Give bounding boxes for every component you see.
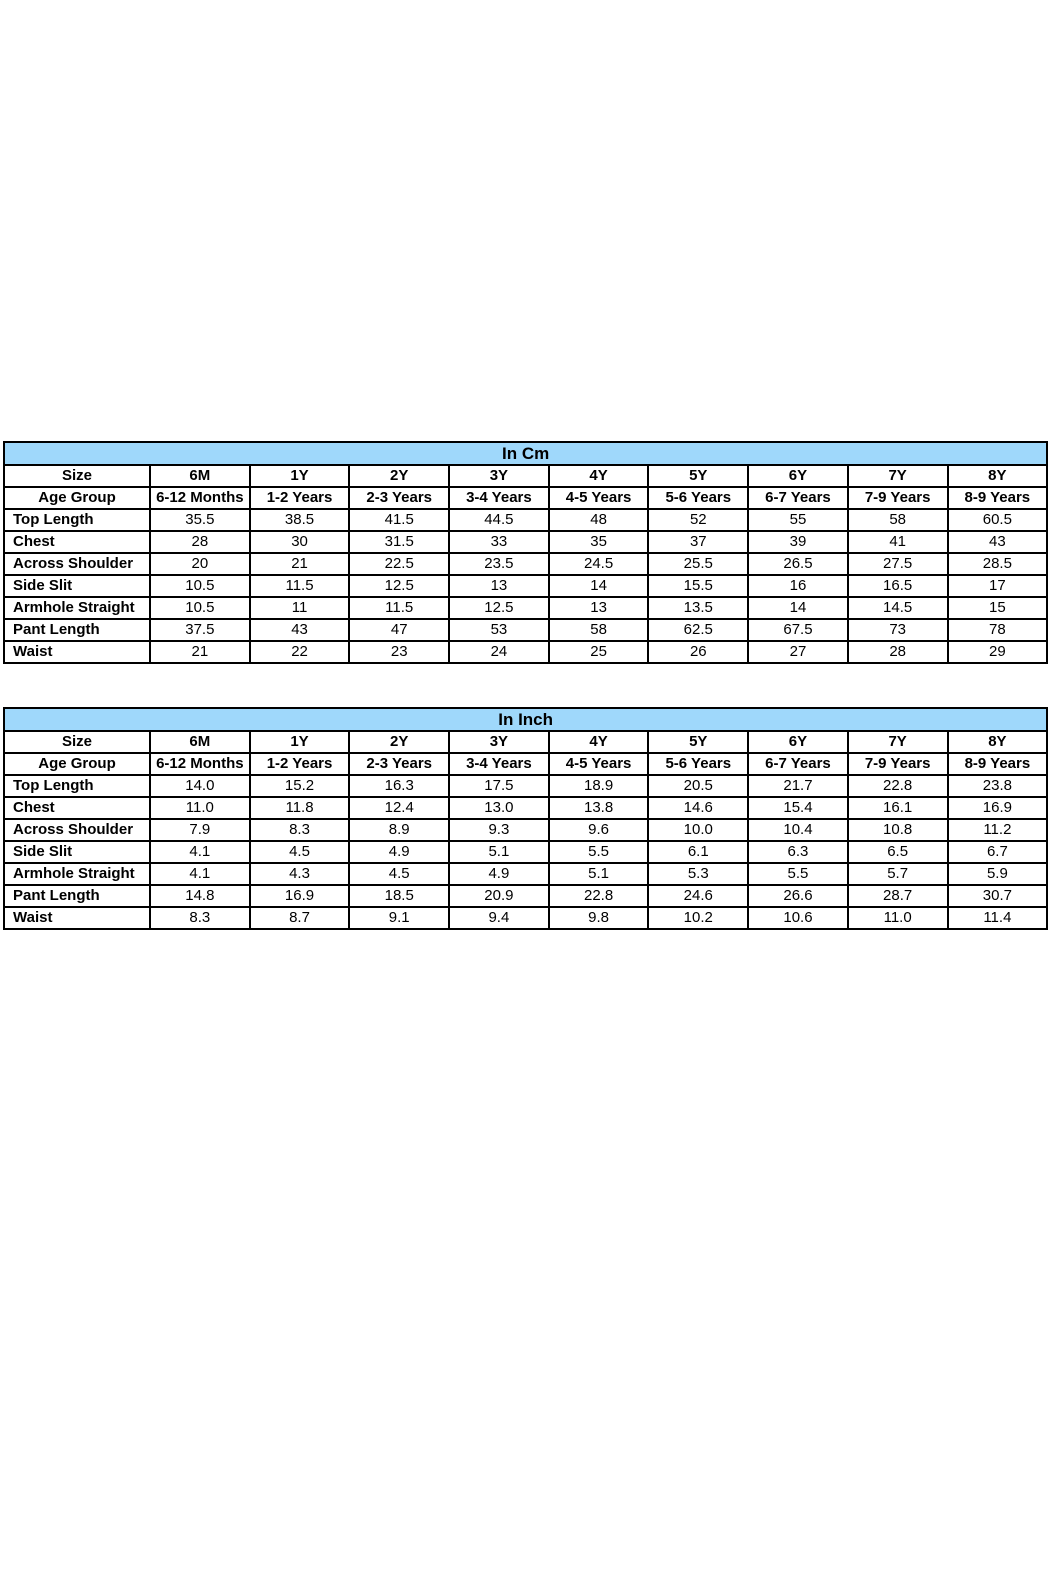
measurement-value: 11.4 bbox=[948, 907, 1048, 929]
table-row bbox=[4, 641, 1047, 663]
table-title: In Cm bbox=[4, 442, 1047, 465]
measurement-value: 10.5 bbox=[150, 575, 250, 597]
measurement-label: Chest bbox=[4, 531, 150, 553]
measurement-value: 26.5 bbox=[748, 553, 848, 575]
size-header-cell: 6Y bbox=[748, 731, 848, 753]
age-group-cell: 6-7 Years bbox=[748, 753, 848, 775]
measurement-value: 60.5 bbox=[948, 509, 1048, 531]
measurement-value: 21 bbox=[250, 553, 350, 575]
measurement-value: 21.7 bbox=[748, 775, 848, 797]
measurement-value: 5.5 bbox=[748, 863, 848, 885]
measurement-value: 4.1 bbox=[150, 841, 250, 863]
measurement-value: 23.8 bbox=[948, 775, 1048, 797]
table-row bbox=[4, 509, 1047, 531]
measurement-value: 37.5 bbox=[150, 619, 250, 641]
measurement-value: 16.1 bbox=[848, 797, 948, 819]
table-row bbox=[4, 597, 1047, 619]
measurement-value: 6.3 bbox=[748, 841, 848, 863]
measurement-value: 16 bbox=[748, 575, 848, 597]
measurement-label: Across Shoulder bbox=[4, 553, 150, 575]
measurement-value: 23.5 bbox=[449, 553, 549, 575]
measurement-value: 26 bbox=[648, 641, 748, 663]
measurement-value: 10.0 bbox=[648, 819, 748, 841]
measurement-value: 16.9 bbox=[250, 885, 350, 907]
age-group-cell: 2-3 Years bbox=[349, 753, 449, 775]
measurement-value: 13.5 bbox=[648, 597, 748, 619]
measurement-value: 52 bbox=[648, 509, 748, 531]
measurement-value: 9.3 bbox=[449, 819, 549, 841]
measurement-label: Waist bbox=[4, 641, 150, 663]
measurement-value: 11.0 bbox=[848, 907, 948, 929]
measurement-value: 6.7 bbox=[948, 841, 1048, 863]
measurement-label: Across Shoulder bbox=[4, 819, 150, 841]
age-group-label: Age Group bbox=[4, 753, 150, 775]
age-group-cell: 5-6 Years bbox=[648, 753, 748, 775]
measurement-value: 53 bbox=[449, 619, 549, 641]
size-label: Size bbox=[4, 731, 150, 753]
measurement-value: 11.5 bbox=[250, 575, 350, 597]
size-header-cell: 5Y bbox=[648, 731, 748, 753]
measurement-value: 9.4 bbox=[449, 907, 549, 929]
measurement-value: 8.7 bbox=[250, 907, 350, 929]
size-header-cell: 6M bbox=[150, 731, 250, 753]
table-row bbox=[4, 619, 1047, 641]
table-title-row bbox=[4, 708, 1047, 731]
table-row bbox=[4, 863, 1047, 885]
size-header-cell: 1Y bbox=[250, 731, 350, 753]
measurement-value: 33 bbox=[449, 531, 549, 553]
measurement-value: 28 bbox=[848, 641, 948, 663]
measurement-value: 48 bbox=[549, 509, 649, 531]
measurement-value: 22.8 bbox=[549, 885, 649, 907]
age-group-cell: 6-12 Months bbox=[150, 487, 250, 509]
measurement-value: 17 bbox=[948, 575, 1048, 597]
measurement-value: 14 bbox=[549, 575, 649, 597]
measurement-value: 13.8 bbox=[549, 797, 649, 819]
size-header-cell: 8Y bbox=[948, 731, 1048, 753]
measurement-value: 11.5 bbox=[349, 597, 449, 619]
table-row bbox=[4, 907, 1047, 929]
measurement-value: 41.5 bbox=[349, 509, 449, 531]
measurement-value: 5.5 bbox=[549, 841, 649, 863]
measurement-value: 22 bbox=[250, 641, 350, 663]
measurement-value: 35.5 bbox=[150, 509, 250, 531]
age-group-cell: 2-3 Years bbox=[349, 487, 449, 509]
age-group-cell: 7-9 Years bbox=[848, 487, 948, 509]
measurement-value: 47 bbox=[349, 619, 449, 641]
table-title: In Inch bbox=[4, 708, 1047, 731]
measurement-label: Chest bbox=[4, 797, 150, 819]
measurement-value: 14.6 bbox=[648, 797, 748, 819]
measurement-value: 27 bbox=[748, 641, 848, 663]
measurement-value: 62.5 bbox=[648, 619, 748, 641]
measurement-value: 13 bbox=[449, 575, 549, 597]
measurement-value: 11 bbox=[250, 597, 350, 619]
measurement-value: 35 bbox=[549, 531, 649, 553]
measurement-value: 11.0 bbox=[150, 797, 250, 819]
age-group-cell: 3-4 Years bbox=[449, 487, 549, 509]
measurement-value: 29 bbox=[948, 641, 1048, 663]
measurement-value: 5.7 bbox=[848, 863, 948, 885]
measurement-value: 31.5 bbox=[349, 531, 449, 553]
measurement-label: Side Slit bbox=[4, 841, 150, 863]
measurement-value: 43 bbox=[250, 619, 350, 641]
measurement-value: 16.3 bbox=[349, 775, 449, 797]
age-group-cell: 4-5 Years bbox=[549, 487, 649, 509]
measurement-value: 37 bbox=[648, 531, 748, 553]
measurement-value: 25 bbox=[549, 641, 649, 663]
measurement-value: 4.1 bbox=[150, 863, 250, 885]
measurement-value: 16.9 bbox=[948, 797, 1048, 819]
measurement-value: 6.1 bbox=[648, 841, 748, 863]
measurement-value: 4.3 bbox=[250, 863, 350, 885]
measurement-value: 15.4 bbox=[748, 797, 848, 819]
size-header-cell: 1Y bbox=[250, 465, 350, 487]
measurement-value: 21 bbox=[150, 641, 250, 663]
measurement-value: 27.5 bbox=[848, 553, 948, 575]
measurement-value: 20 bbox=[150, 553, 250, 575]
measurement-label: Top Length bbox=[4, 509, 150, 531]
table-row bbox=[4, 819, 1047, 841]
size-header-cell: 8Y bbox=[948, 465, 1048, 487]
age-group-row bbox=[4, 487, 1047, 509]
measurement-value: 18.9 bbox=[549, 775, 649, 797]
size-header-cell: 2Y bbox=[349, 731, 449, 753]
measurement-value: 14.8 bbox=[150, 885, 250, 907]
measurement-value: 58 bbox=[848, 509, 948, 531]
age-group-cell: 8-9 Years bbox=[948, 753, 1048, 775]
size-chart-cm bbox=[3, 441, 1048, 664]
measurement-value: 24 bbox=[449, 641, 549, 663]
age-group-cell: 3-4 Years bbox=[449, 753, 549, 775]
measurement-value: 20.9 bbox=[449, 885, 549, 907]
measurement-value: 30 bbox=[250, 531, 350, 553]
measurement-value: 26.6 bbox=[748, 885, 848, 907]
measurement-value: 14 bbox=[748, 597, 848, 619]
size-header-cell: 7Y bbox=[848, 731, 948, 753]
measurement-value: 38.5 bbox=[250, 509, 350, 531]
measurement-value: 13 bbox=[549, 597, 649, 619]
measurement-value: 9.6 bbox=[549, 819, 649, 841]
table-row bbox=[4, 841, 1047, 863]
measurement-value: 10.8 bbox=[848, 819, 948, 841]
measurement-value: 20.5 bbox=[648, 775, 748, 797]
measurement-value: 28 bbox=[150, 531, 250, 553]
measurement-value: 41 bbox=[848, 531, 948, 553]
age-group-cell: 7-9 Years bbox=[848, 753, 948, 775]
size-header-cell: 4Y bbox=[549, 465, 649, 487]
measurement-value: 44.5 bbox=[449, 509, 549, 531]
table-row bbox=[4, 575, 1047, 597]
measurement-value: 22.8 bbox=[848, 775, 948, 797]
measurement-label: Pant Length bbox=[4, 885, 150, 907]
measurement-value: 16.5 bbox=[848, 575, 948, 597]
measurement-value: 12.4 bbox=[349, 797, 449, 819]
table-title-row bbox=[4, 442, 1047, 465]
measurement-value: 39 bbox=[748, 531, 848, 553]
size-header-cell: 3Y bbox=[449, 465, 549, 487]
measurement-value: 12.5 bbox=[449, 597, 549, 619]
measurement-value: 55 bbox=[748, 509, 848, 531]
size-header-cell: 6Y bbox=[748, 465, 848, 487]
measurement-value: 5.3 bbox=[648, 863, 748, 885]
size-header-cell: 2Y bbox=[349, 465, 449, 487]
table-row bbox=[4, 553, 1047, 575]
measurement-value: 9.1 bbox=[349, 907, 449, 929]
measurement-value: 5.9 bbox=[948, 863, 1048, 885]
measurement-value: 17.5 bbox=[449, 775, 549, 797]
age-group-cell: 1-2 Years bbox=[250, 487, 350, 509]
measurement-value: 13.0 bbox=[449, 797, 549, 819]
measurement-value: 14.5 bbox=[848, 597, 948, 619]
table-row bbox=[4, 885, 1047, 907]
measurement-label: Top Length bbox=[4, 775, 150, 797]
measurement-value: 5.1 bbox=[549, 863, 649, 885]
size-chart-inch bbox=[3, 707, 1048, 930]
measurement-label: Pant Length bbox=[4, 619, 150, 641]
measurement-value: 4.9 bbox=[349, 841, 449, 863]
age-group-cell: 8-9 Years bbox=[948, 487, 1048, 509]
measurement-value: 24.5 bbox=[549, 553, 649, 575]
size-header-row bbox=[4, 465, 1047, 487]
table-row bbox=[4, 531, 1047, 553]
measurement-value: 7.9 bbox=[150, 819, 250, 841]
measurement-value: 15 bbox=[948, 597, 1048, 619]
measurement-value: 10.2 bbox=[648, 907, 748, 929]
size-header-cell: 7Y bbox=[848, 465, 948, 487]
measurement-value: 18.5 bbox=[349, 885, 449, 907]
measurement-value: 28.5 bbox=[948, 553, 1048, 575]
measurement-value: 11.8 bbox=[250, 797, 350, 819]
measurement-value: 15.2 bbox=[250, 775, 350, 797]
measurement-value: 14.0 bbox=[150, 775, 250, 797]
size-header-cell: 3Y bbox=[449, 731, 549, 753]
measurement-value: 11.2 bbox=[948, 819, 1048, 841]
age-group-cell: 5-6 Years bbox=[648, 487, 748, 509]
measurement-label: Armhole Straight bbox=[4, 597, 150, 619]
measurement-label: Side Slit bbox=[4, 575, 150, 597]
table-row bbox=[4, 797, 1047, 819]
measurement-value: 67.5 bbox=[748, 619, 848, 641]
age-group-cell: 6-12 Months bbox=[150, 753, 250, 775]
measurement-value: 4.5 bbox=[349, 863, 449, 885]
measurement-value: 5.1 bbox=[449, 841, 549, 863]
measurement-value: 23 bbox=[349, 641, 449, 663]
measurement-value: 28.7 bbox=[848, 885, 948, 907]
measurement-value: 12.5 bbox=[349, 575, 449, 597]
measurement-value: 10.5 bbox=[150, 597, 250, 619]
measurement-value: 22.5 bbox=[349, 553, 449, 575]
age-group-cell: 6-7 Years bbox=[748, 487, 848, 509]
measurement-value: 9.8 bbox=[549, 907, 649, 929]
measurement-value: 24.6 bbox=[648, 885, 748, 907]
size-header-cell: 4Y bbox=[549, 731, 649, 753]
measurement-value: 73 bbox=[848, 619, 948, 641]
age-group-row bbox=[4, 753, 1047, 775]
measurement-value: 8.3 bbox=[250, 819, 350, 841]
measurement-value: 4.9 bbox=[449, 863, 549, 885]
size-header-row bbox=[4, 731, 1047, 753]
size-header-cell: 5Y bbox=[648, 465, 748, 487]
measurement-value: 25.5 bbox=[648, 553, 748, 575]
measurement-value: 78 bbox=[948, 619, 1048, 641]
age-group-label: Age Group bbox=[4, 487, 150, 509]
measurement-label: Armhole Straight bbox=[4, 863, 150, 885]
measurement-value: 6.5 bbox=[848, 841, 948, 863]
measurement-value: 58 bbox=[549, 619, 649, 641]
measurement-label: Waist bbox=[4, 907, 150, 929]
measurement-value: 15.5 bbox=[648, 575, 748, 597]
measurement-value: 10.4 bbox=[748, 819, 848, 841]
size-header-cell: 6M bbox=[150, 465, 250, 487]
measurement-value: 8.3 bbox=[150, 907, 250, 929]
size-label: Size bbox=[4, 465, 150, 487]
measurement-value: 43 bbox=[948, 531, 1048, 553]
measurement-value: 10.6 bbox=[748, 907, 848, 929]
measurement-value: 8.9 bbox=[349, 819, 449, 841]
measurement-value: 4.5 bbox=[250, 841, 350, 863]
age-group-cell: 4-5 Years bbox=[549, 753, 649, 775]
age-group-cell: 1-2 Years bbox=[250, 753, 350, 775]
measurement-value: 30.7 bbox=[948, 885, 1048, 907]
table-row bbox=[4, 775, 1047, 797]
